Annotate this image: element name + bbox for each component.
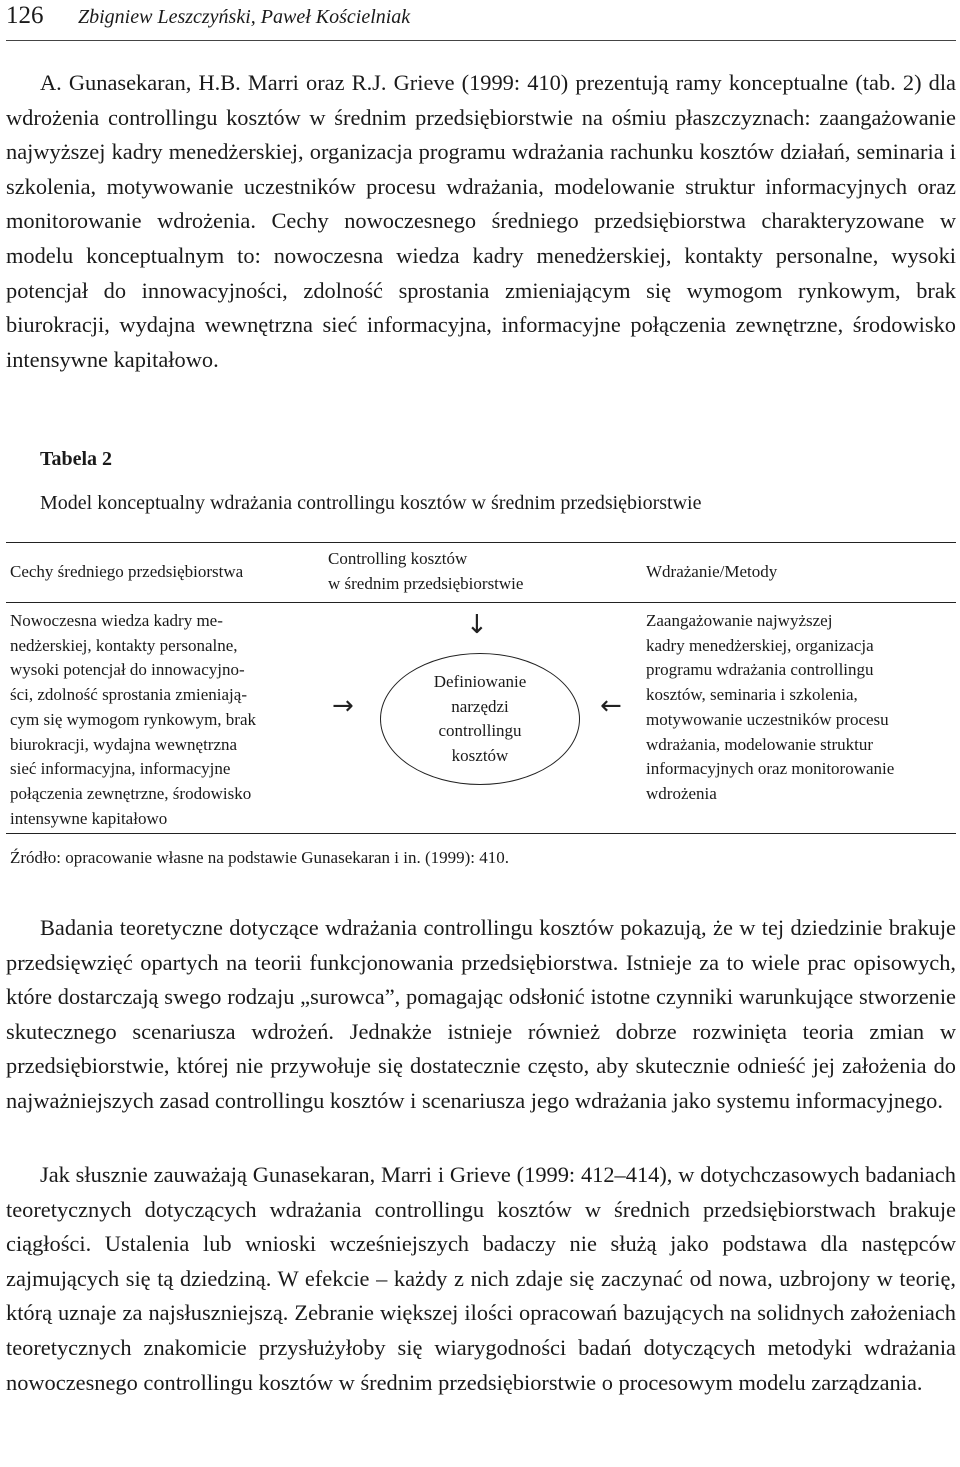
- table-line: ści, zdolność sprostania zmieniają-: [10, 685, 247, 705]
- table-line: wdrożenia: [646, 783, 717, 803]
- arrow-right-icon: →: [332, 691, 354, 721]
- table-source-note: Źródło: opracowanie własne na podstawie Gunasekaran i in. (1999): 410.: [10, 848, 509, 867]
- table-line: informacyjnych oraz monitorowanie: [646, 759, 895, 779]
- ellipse-line: controllingu: [438, 721, 522, 741]
- table-line: nedżerskiej, kontakty personalne,: [10, 635, 238, 655]
- table-header-rule: [6, 602, 956, 603]
- body-paragraph-1: A. Gunasekaran, H.B. Marri oraz R.J. Grieve (1999: 410) prezentują ramy konceptualne (tab. 2) dla wdrożenia controllingu kosztów w średnim przedsiębiorstwie na ośmiu płaszczyznach: zaangażowanie najwyższej kadry menedżerskiej, organizacja programu wdrażania rachunku kosztów działań, seminaria i szkolenia, motywowanie uczestników procesu wdrażania, modelowanie struktur informacyjnych oraz monitorowanie wdrożenia. Cechy nowoczesnego średniego przedsiębiorstwa charakteryzowane w modelu konceptualnym to: nowoczesna wiedza kadry menedżerskiej, kontakty personalne, wysoki potencjał do innowacyjności, zdolność sprostania zmieniającym się wymogom rynkowym, brak biurokracji, wydajna wewnętrzna sieć informacyjna, informacyjne połączenia zewnętrzne, środowisko intensywne kapitałowo.: [6, 70, 956, 372]
- table-line: sieć informacyjna, informacyjne: [10, 759, 231, 779]
- table-line: cym się wymogom rynkowym, brak: [10, 709, 256, 729]
- table-header-controlling-line-2: w średnim przedsiębiorstwie: [328, 573, 524, 593]
- arrow-down-icon: ↓: [466, 610, 488, 640]
- body-paragraph-3: Jak słusznie zauważają Gunasekaran, Marri i Grieve (1999: 412–414), w dotychczasowych badaniach teoretycznych dotyczących wdrażania controllingu kosztów w średnich przedsiębiorstwach brakuje ciągłości. Ustalenia lub wnioski wcześniejszych badaczy nie służą jako podstawa dla następców zajmujących się tą dziedziną. W efekcie – każdy z nich zdaje się zaczynać od nowa, uzbrojony w teorię, którą uznaje za najsłuszniejszą. Zebranie większej ilości opracowań bazujących na solidnych założeniach teoretycznych znakomicie przysłużyłoby się wiarygodności badań dotyczących metodyki wdrażania nowoczesnego controllingu kosztów w średnim przedsiębiorstwie o procesowym modelu zarządzania.: [6, 1162, 956, 1395]
- table-cell-methods: [646, 609, 954, 807]
- table-line: intensywne kapitałowo: [10, 808, 168, 828]
- table-line: wdrażania, modelowanie struktur: [646, 734, 874, 754]
- arrow-left-icon: ←: [600, 691, 622, 721]
- body-paragraph-2: Badania teoretyczne dotyczące wdrażania controllingu kosztów pokazują, że w tej dziedzinie brakuje przedsięwzięć opartych na teorii funkcjonowania przedsiębiorstwa. Istnieje za to wiele prac opisowych, które dostarczają swego rodzaju „surowca”, pomagając odsłonić istotne czynniki warunkujące stworzenie skutecznego scenariusza wdrożeń. Jednakże istnieje również dobrze rozwinięta teoria zmian w przedsiębiorstwie, której nie przywołuje się dostatecznie często, aby skutecznie odnieść jej założenia do najważniejszych zasad controllingu kosztów i scenariusza jego wdrażania jako systemu informacyjnego.: [6, 915, 956, 1113]
- table-top-rule: [6, 542, 956, 543]
- table-line: połączenia zewnętrzne, środowisko: [10, 783, 252, 803]
- table-cell-features: [10, 609, 314, 831]
- table-header-methods: Wdrażanie/Metody: [646, 562, 778, 581]
- running-header-authors: Zbigniew Leszczyński, Paweł Kościelniak: [78, 6, 411, 28]
- table-header-features: Cechy średniego przedsiębiorstwa: [10, 562, 244, 581]
- central-ellipse-label: [380, 670, 580, 769]
- page-number: 126: [6, 2, 44, 29]
- table-line: Zaangażowanie najwyższej: [646, 611, 833, 630]
- ellipse-line: narzędzi: [451, 696, 509, 716]
- running-header: [6, 0, 956, 41]
- ellipse-line: Definiowanie: [433, 672, 527, 691]
- table-line: Nowoczesna wiedza kadry me-: [10, 611, 223, 630]
- table-caption: Model konceptualny wdrażania controllingu kosztów w średnim przedsiębiorstwie: [40, 492, 702, 514]
- table-label: Tabela 2: [40, 448, 113, 470]
- table-line: wysoki potencjał do innowacyjno-: [10, 660, 245, 680]
- table-line: motywowanie uczestników procesu: [646, 709, 889, 729]
- ellipse-line: kosztów: [451, 746, 509, 766]
- table-line: programu wdrażania controllingu: [646, 660, 874, 680]
- table-line: kosztów, seminaria i szkolenia,: [646, 685, 858, 705]
- table-line: biurokracji, wydajna wewnętrzna: [10, 734, 238, 754]
- table-line: kadry menedżerskiej, organizacja: [646, 635, 874, 655]
- table-header-controlling-line-1: Controlling kosztów: [328, 549, 468, 568]
- table-header-controlling: [328, 547, 608, 596]
- table-bottom-rule: [6, 833, 956, 834]
